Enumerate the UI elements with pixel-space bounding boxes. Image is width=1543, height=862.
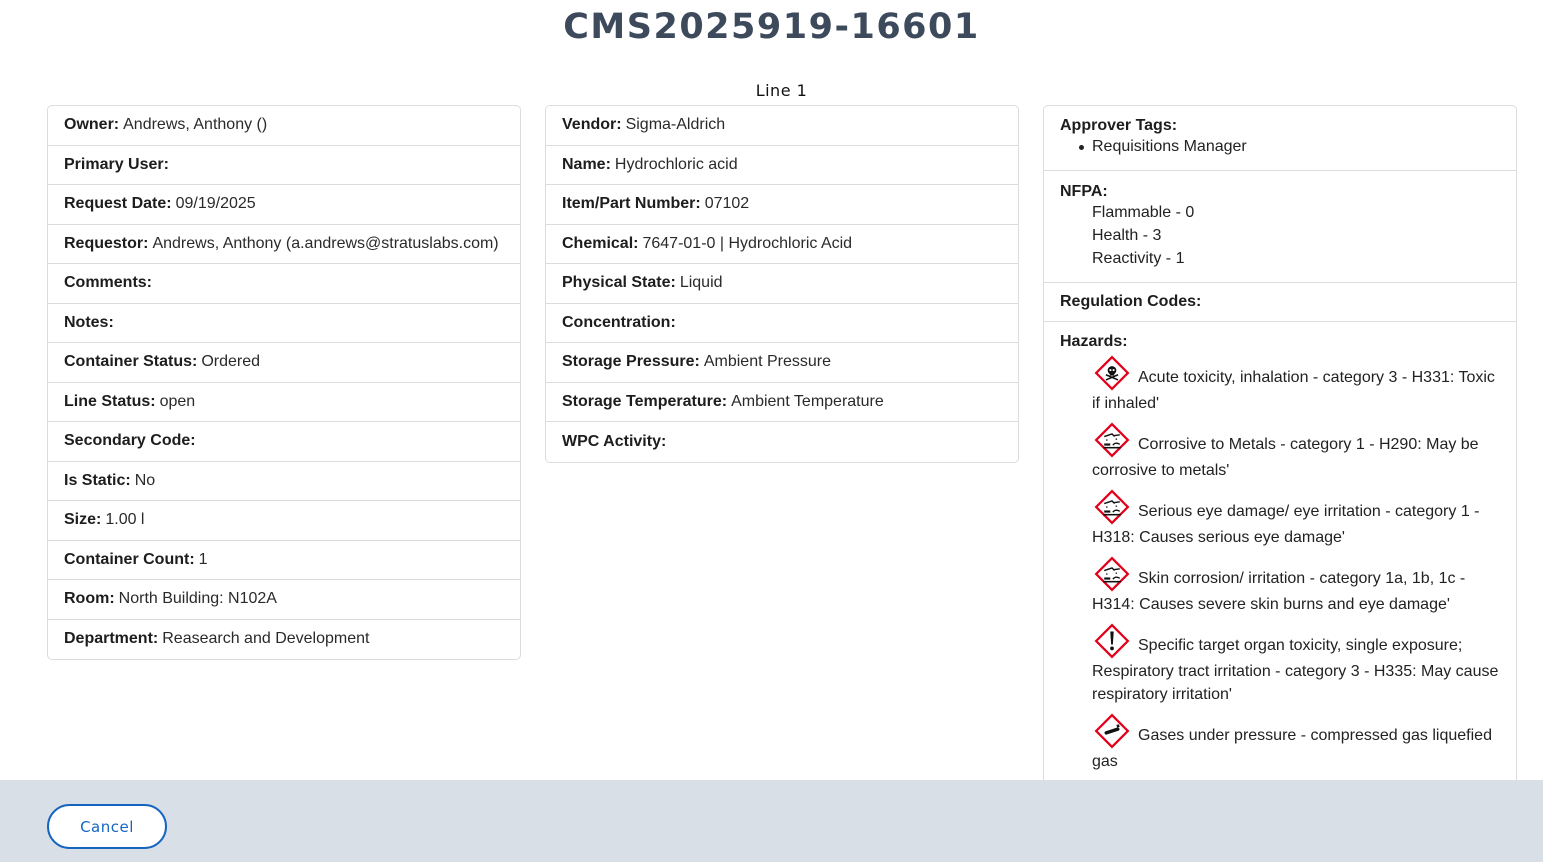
section-approver-tags — [1044, 106, 1516, 171]
field-container-count — [48, 541, 520, 581]
hazard-text: Corrosive to Metals - category 1 - H290: May be corrosive to metals' — [1092, 436, 1479, 479]
field-is-static — [48, 462, 520, 502]
field-requestor — [48, 225, 520, 265]
field-vendor — [546, 106, 1018, 146]
field-value: Reasearch and Development — [162, 630, 370, 648]
field-line-status — [48, 383, 520, 423]
corrosion-icon — [1090, 555, 1134, 593]
nfpa-list — [1060, 201, 1500, 270]
field-value: Liquid — [679, 274, 723, 292]
hazard-text: Serious eye damage/ eye irritation - category 1 - H318: Causes serious eye damage' — [1092, 503, 1480, 546]
field-value: North Building: N102A — [118, 590, 277, 608]
field-value: Andrews, Anthony () — [123, 116, 268, 134]
field-value: Andrews, Anthony (a.andrews@stratuslabs.com) — [152, 234, 499, 252]
field-label: Comments: — [64, 274, 153, 292]
field-label: WPC Activity: — [562, 432, 667, 450]
hazard-item — [1060, 622, 1500, 706]
field-size — [48, 501, 520, 541]
field-chemical — [546, 225, 1018, 265]
field-label: Requestor: — [64, 234, 149, 252]
hazard-text: Skin corrosion/ irritation - category 1a, 1b, 1c - H314: Causes severe skin burns and eye damage' — [1092, 570, 1466, 613]
field-label: Vendor: — [562, 116, 622, 134]
approver-tags-list — [1060, 136, 1500, 158]
field-value: Hydrochloric acid — [614, 155, 738, 173]
field-room — [48, 580, 520, 620]
section-hazards — [1044, 322, 1516, 785]
field-value: Sigma-Aldrich — [625, 116, 726, 134]
field-label: Notes: — [64, 313, 114, 331]
page-title: CMS2025919-16601 — [563, 7, 980, 47]
nfpa-reactivity: Reactivity - 1 — [1092, 250, 1185, 267]
field-container-status — [48, 343, 520, 383]
cancel-button[interactable]: Cancel — [47, 804, 167, 849]
hazard-text: Gases under pressure - compressed gas liquefied gas — [1092, 727, 1492, 770]
field-label: Size: — [64, 511, 102, 529]
section-label: Hazards: — [1060, 333, 1128, 350]
hazard-text: Specific target organ toxicity, single exposure; Respiratory tract irritation - category 3 - H335: May cause respiratory irritation' — [1092, 637, 1499, 703]
field-label: Concentration: — [562, 313, 676, 331]
nfpa-flammable: Flammable - 0 — [1092, 204, 1195, 221]
hazard-item — [1060, 488, 1500, 549]
field-label: Request Date: — [64, 195, 172, 213]
field-label: Container Count: — [64, 550, 195, 568]
corrosion-icon — [1090, 488, 1134, 526]
details-card-owner — [47, 105, 521, 660]
field-value: Ambient Pressure — [703, 353, 832, 371]
hazard-text: Acute toxicity, inhalation - category 3 - H331: Toxic if inhaled' — [1092, 369, 1495, 412]
field-comments — [48, 264, 520, 304]
field-label: Storage Temperature: — [562, 392, 728, 410]
field-label: Secondary Code: — [64, 432, 196, 450]
field-label: Primary User: — [64, 155, 169, 173]
field-label: Owner: — [64, 116, 120, 134]
details-card-safety — [1043, 105, 1517, 805]
field-item-part-number — [546, 185, 1018, 225]
field-request-date — [48, 185, 520, 225]
hazard-item — [1060, 421, 1500, 482]
field-storage-temperature — [546, 383, 1018, 423]
nfpa-health: Health - 3 — [1092, 227, 1162, 244]
hazard-item — [1060, 555, 1500, 616]
field-name — [546, 146, 1018, 186]
section-label: NFPA: — [1060, 183, 1108, 200]
field-value: No — [134, 471, 156, 489]
section-regulation-codes — [1044, 283, 1516, 322]
section-nfpa — [1044, 171, 1516, 283]
footer-bar — [0, 780, 1543, 862]
field-storage-pressure — [546, 343, 1018, 383]
approver-tag: Requisitions Manager — [1092, 136, 1500, 158]
exclamation-mark-icon — [1090, 622, 1134, 660]
field-wpc-activity — [546, 422, 1018, 462]
field-value: Ambient Temperature — [731, 392, 884, 410]
field-label: Storage Pressure: — [562, 353, 700, 371]
details-card-chemical — [545, 105, 1019, 463]
field-label: Container Status: — [64, 353, 198, 371]
field-label: Chemical: — [562, 234, 639, 252]
field-label: Line Status: — [64, 392, 156, 410]
field-department — [48, 620, 520, 660]
section-label: Approver Tags: — [1060, 117, 1178, 134]
skull-crossbones-icon — [1090, 354, 1134, 392]
gas-cylinder-icon — [1090, 712, 1134, 750]
field-label: Name: — [562, 155, 611, 173]
field-value: 7647-01-0 | Hydrochloric Acid — [642, 234, 853, 252]
field-secondary-code — [48, 422, 520, 462]
field-value: 07102 — [704, 195, 750, 213]
field-label: Department: — [64, 630, 159, 648]
field-concentration — [546, 304, 1018, 344]
field-label: Physical State: — [562, 274, 676, 292]
field-owner — [48, 106, 520, 146]
field-value: 1.00 l — [105, 511, 145, 529]
field-primary-user — [48, 146, 520, 186]
field-label: Item/Part Number: — [562, 195, 701, 213]
section-label: Regulation Codes: — [1060, 293, 1202, 310]
field-notes — [48, 304, 520, 344]
field-value: open — [159, 392, 196, 410]
hazard-item — [1060, 354, 1500, 415]
field-label: Room: — [64, 590, 115, 608]
line-title: Line 1 — [755, 81, 808, 100]
field-value: 1 — [198, 550, 208, 568]
field-physical-state — [546, 264, 1018, 304]
field-value: Ordered — [201, 353, 261, 371]
field-label: Is Static: — [64, 471, 131, 489]
corrosion-icon — [1090, 421, 1134, 459]
hazard-item — [1060, 712, 1500, 773]
field-value: 09/19/2025 — [175, 195, 256, 213]
